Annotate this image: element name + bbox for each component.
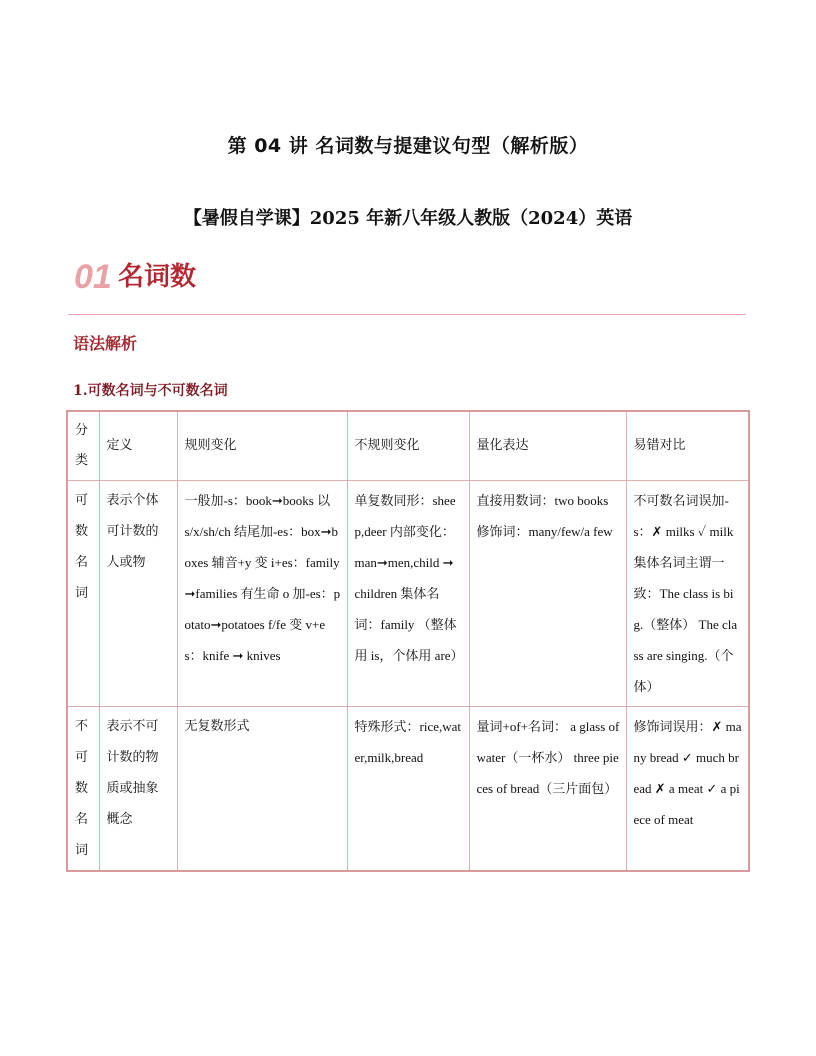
cell-category: 不可数名词 bbox=[67, 707, 99, 872]
cell-category: 可数名词 bbox=[67, 481, 99, 707]
cell-regular: 无复数形式 bbox=[177, 707, 347, 872]
header-category: 分类 bbox=[67, 411, 99, 481]
cell-irregular: 单复数同形：sheep,deer 内部变化：man➞men,child ➞ children 集体名词：family （整体用 is，个体用 are） bbox=[347, 481, 469, 707]
cell-mistakes: 不可数名词误加-s：✗ milks ✓ milk 集体名词主谓一致：The class is big.（整体） The class are singing.（个体） bbox=[626, 481, 749, 707]
cell-quantity: 直接用数词：two books 修饰词：many/few/a few bbox=[469, 481, 626, 707]
header-irregular: 不规则变化 bbox=[347, 411, 469, 481]
table-row bbox=[67, 481, 749, 707]
header-definition: 定义 bbox=[99, 411, 177, 481]
cell-definition: 表示个体可计数的人或物 bbox=[99, 481, 177, 707]
cell-regular: 一般加-s：book➞books 以 s/x/sh/ch 结尾加-es：box➞boxes 辅音+y 变 i+es：family ➞families 有生命 o 加-es：potato➞potatoes f/fe 变 v+es：knife ➞ knives bbox=[177, 481, 347, 707]
document-subtitle: 【暑假自学课】2025 年新八年级人教版（2024）英语 bbox=[183, 208, 633, 229]
cell-quantity: 量词+of+名词： a glass of water（一杯水） three pieces of bread（三片面包） bbox=[469, 707, 626, 872]
table-title: 1.可数名词与不可数名词 bbox=[73, 383, 228, 399]
section-title: 名词数 bbox=[118, 262, 197, 292]
table-row bbox=[67, 707, 749, 872]
section-number: 01 bbox=[74, 258, 112, 296]
cell-irregular: 特殊形式：rice,water,milk,bread bbox=[347, 707, 469, 872]
cell-definition: 表示不可计数的物质或抽象概念 bbox=[99, 707, 177, 872]
table-header-row bbox=[67, 411, 749, 481]
noun-number-table bbox=[66, 410, 750, 872]
header-mistakes: 易错对比 bbox=[626, 411, 749, 481]
subsection-heading: 语法解析 bbox=[73, 334, 138, 353]
section-divider bbox=[68, 314, 746, 315]
header-regular: 规则变化 bbox=[177, 411, 347, 481]
header-quantity: 量化表达 bbox=[469, 411, 626, 481]
cell-mistakes: 修饰词误用：✗ many bread ✓ much bread ✗ a meat ✓ a piece of meat bbox=[626, 707, 749, 872]
document-title: 第 04 讲 名词数与提建议句型（解析版） bbox=[227, 135, 589, 157]
